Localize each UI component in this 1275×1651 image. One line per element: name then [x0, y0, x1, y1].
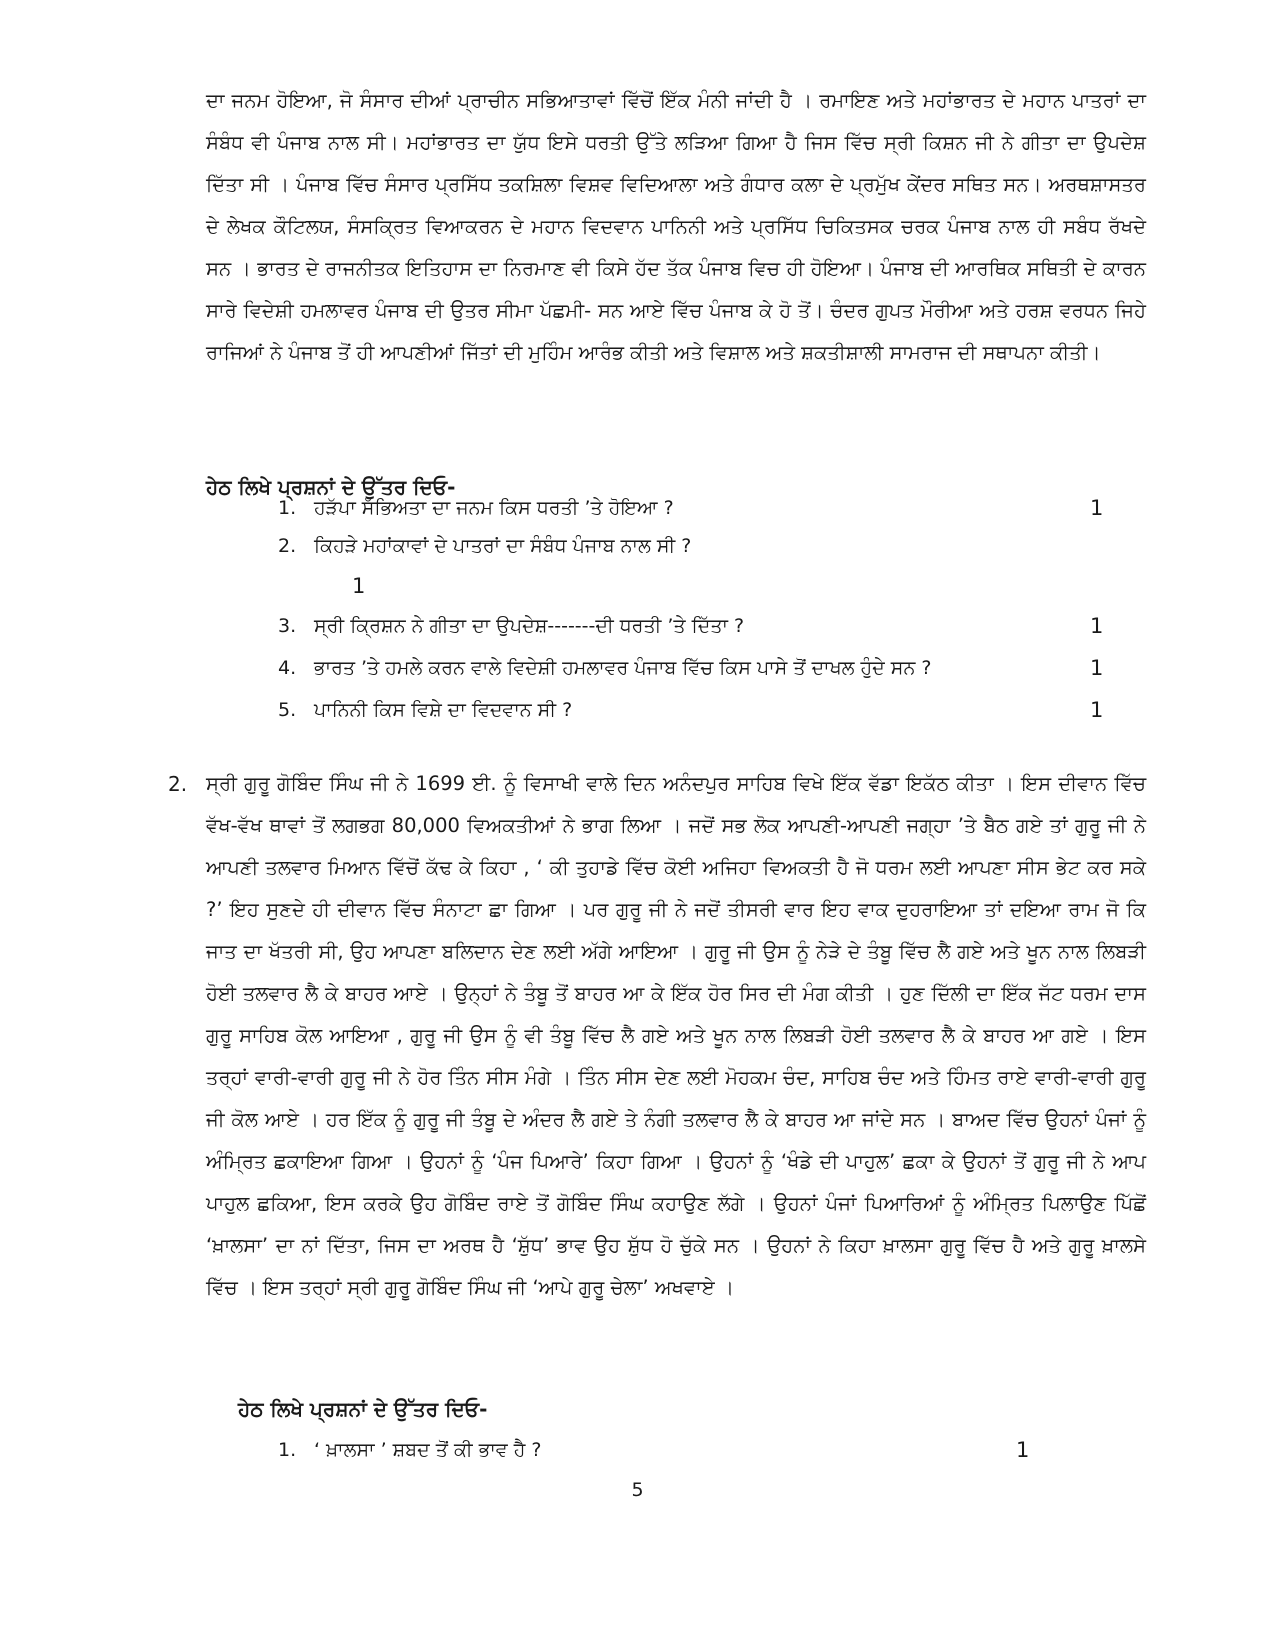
questions-heading-1: ਹੇਠ ਲਿਖੇ ਪ੍ਰਸ਼ਨਾਂ ਦੇ ਉੱਤਰ ਦਿਓ- [206, 475, 456, 499]
question-mark: 1 [1090, 614, 1104, 638]
question-number: 1. [278, 497, 297, 519]
question-text: ਕਿਹੜੇ ਮਹਾਂਕਾਵਾਂ ਦੇ ਪਾਤਰਾਂ ਦਾ ਸੰਬੰਧ ਪੰਜਾਬ ਨਾਲ ਸੀ ? [314, 535, 692, 557]
question-2-1 [278, 1436, 542, 1464]
question-mark: 1 [1016, 1438, 1030, 1462]
question-text: ਹੜੱਪਾ ਸੱਭਿਅਤਾ ਦਾ ਜਨਮ ਕਿਸ ਧਰਤੀ ’ਤੇ ਹੋਇਆ ? [314, 497, 674, 519]
question-mark: 1 [1090, 656, 1104, 680]
question-1-4 [278, 654, 931, 682]
question-number: 1. [278, 1439, 297, 1461]
item-number-2: 2. [168, 772, 188, 796]
question-number: 4. [278, 657, 297, 679]
question-text: ਪਾਨਿਨੀ ਕਿਸ ਵਿਸ਼ੇ ਦਾ ਵਿਦਵਾਨ ਸੀ ? [314, 699, 573, 721]
question-number: 5. [278, 699, 297, 721]
question-1-3 [278, 612, 744, 640]
question-mark: 1 [1090, 496, 1104, 520]
question-number: 2. [278, 535, 297, 557]
passage-2: ਸ੍ਰੀ ਗੁਰੂ ਗੋਬਿੰਦ ਸਿੰਘ ਜੀ ਨੇ 1699 ਈ. ਨੂੰ ਵਿਸਾਖੀ ਵਾਲੇ ਦਿਨ ਅਨੰਦਪੁਰ ਸਾਹਿਬ ਵਿਖੇ ਇੱਕ ਵੱਡਾ ਇਕੱਠ ਕੀਤਾ । ਇਸ ਦੀਵਾਨ ਵਿੱਚ ਵੱਖ-ਵੱਖ ਥਾਵਾਂ ਤੋਂ ਲਗਭਗ 80,000 ਵਿਅਕਤੀਆਂ ਨੇ ਭਾਗ ਲਿਆ । ਜਦੋਂ ਸਭ ਲੋਕ ਆਪਣੀ-ਆਪਣੀ ਜਗ੍ਹਾ ’ਤੇ ਬੈਠ ਗਏ ਤਾਂ ਗੁਰੂ ਜੀ ਨੇ ਆਪਣੀ ਤਲਵਾਰ ਮਿਆਨ ਵਿੱਚੋਂ ਕੱਢ ਕੇ ਕਿਹਾ , ‘ ਕੀ ਤੁਹਾਡੇ ਵਿੱਚ ਕੋਈ ਅਜਿਹਾ ਵਿਅਕਤੀ ਹੈ ਜੋ ਧਰਮ ਲਈ ਆਪਣਾ ਸੀਸ ਭੇਟ ਕਰ ਸਕੇ ?’ ਇਹ ਸੁਣਦੇ ਹੀ ਦੀਵਾਨ ਵਿੱਚ ਸੰਨਾਟਾ ਛਾ ਗਿਆ । ਪਰ ਗੁਰੂ ਜੀ ਨੇ ਜਦੋਂ ਤੀਸਰੀ ਵਾਰ ਇਹ ਵਾਕ ਦੁਹਰਾਇਆ ਤਾਂ ਦਇਆ ਰਾਮ ਜੋ ਕਿ ਜਾਤ ਦਾ ਖੱਤਰੀ ਸੀ, ਉਹ ਆਪਣਾ ਬਲਿਦਾਨ ਦੇਣ ਲਈ ਅੱਗੇ ਆਇਆ । ਗੁਰੂ ਜੀ ਉਸ ਨੂੰ ਨੇੜੇ ਦੇ ਤੰਬੂ ਵਿੱਚ ਲੈ ਗਏ ਅਤੇ ਖੂਨ ਨਾਲ ਲਿਬੜੀ ਹੋਈ ਤਲਵਾਰ ਲੈ ਕੇ ਬਾਹਰ ਆਏ । ਉਨ੍ਹਾਂ ਨੇ ਤੰਬੂ ਤੋਂ ਬਾਹਰ ਆ ਕੇ ਇੱਕ ਹੋਰ ਸਿਰ ਦੀ ਮੰਗ ਕੀਤੀ । ਹੁਣ ਦਿੱਲੀ ਦਾ ਇੱਕ ਜੱਟ ਧਰਮ ਦਾਸ ਗੁਰੂ ਸਾਹਿਬ ਕੋਲ ਆਇਆ , ਗੁਰੂ ਜੀ ਉਸ ਨੂੰ ਵੀ ਤੰਬੂ ਵਿੱਚ ਲੈ ਗਏ ਅਤੇ ਖੂਨ ਨਾਲ ਲਿਬੜੀ ਹੋਈ ਤਲਵਾਰ ਲੈ ਕੇ ਬਾਹਰ ਆ ਗਏ । ਇਸ ਤਰ੍ਹਾਂ ਵਾਰੀ-ਵਾਰੀ ਗੁਰੂ ਜੀ ਨੇ ਹੋਰ ਤਿੰਨ ਸੀਸ ਮੰਗੇ । ਤਿੰਨ ਸੀਸ ਦੇਣ ਲਈ ਮੋਹਕਮ ਚੰਦ, ਸਾਹਿਬ ਚੰਦ ਅਤੇ ਹਿੰਮਤ ਰਾਏ ਵਾਰੀ-ਵਾਰੀ ਗੁਰੂ ਜੀ ਕੋਲ ਆਏ । ਹਰ ਇੱਕ ਨੂੰ ਗੁਰੂ ਜੀ ਤੰਬੂ ਦੇ ਅੰਦਰ ਲੈ ਗਏ ਤੇ ਨੰਗੀ ਤਲਵਾਰ ਲੈ ਕੇ ਬਾਹਰ ਆ ਜਾਂਦੇ ਸਨ । ਬਾਅਦ ਵਿੱਚ ਉਹਨਾਂ ਪੰਜਾਂ ਨੂੰ ਅੰਮ੍ਰਿਤ ਛਕਾਇਆ ਗਿਆ । ਉਹਨਾਂ ਨੂੰ ‘ਪੰਜ ਪਿਆਰੇ’ ਕਿਹਾ ਗਿਆ । ਉਹਨਾਂ ਨੂੰ ‘ਖੰਡੇ ਦੀ ਪਾਹੁਲ’ ਛਕਾ ਕੇ ਉਹਨਾਂ ਤੋਂ ਗੁਰੂ ਜੀ ਨੇ ਆਪ ਪਾਹੁਲ ਛਕਿਆ, ਇਸ ਕਰਕੇ ਉਹ ਗੋਬਿੰਦ ਰਾਏ ਤੋਂ ਗੋਬਿੰਦ ਸਿੰਘ ਕਹਾਉਣ ਲੱਗੇ । ਉਹਨਾਂ ਪੰਜਾਂ ਪਿਆਰਿਆਂ ਨੂੰ ਅੰਮ੍ਰਿਤ ਪਿਲਾਉਣ ਪਿੱਛੋਂ ‘ਖ਼ਾਲਸਾ’ ਦਾ ਨਾਂ ਦਿੱਤਾ, ਜਿਸ ਦਾ ਅਰਥ ਹੈ ‘ਸ਼ੁੱਧ’ ਭਾਵ ਉਹ ਸ਼ੁੱਧ ਹੋ ਚੁੱਕੇ ਸਨ । ਉਹਨਾਂ ਨੇ ਕਿਹਾ ਖ਼ਾਲਸਾ ਗੁਰੂ ਵਿੱਚ ਹੈ ਅਤੇ ਗੁਰੂ ਖ਼ਾਲਸੇ ਵਿੱਚ । ਇਸ ਤਰ੍ਹਾਂ ਸ੍ਰੀ ਗੁਰੂ ਗੋਬਿੰਦ ਸਿੰਘ ਜੀ ‘ਆਪੇ ਗੁਰੂ ਚੇਲਾ’ ਅਖਵਾਏ । [206, 772, 1146, 1299]
question-text: ‘ ਖ਼ਾਲਸਾ ’ ਸ਼ਬਦ ਤੋਂ ਕੀ ਭਾਵ ਹੈ ? [314, 1439, 542, 1461]
question-mark: 1 [352, 574, 366, 598]
question-1-2 [278, 532, 691, 560]
question-1-5 [278, 696, 572, 724]
page-number: 5 [631, 1479, 644, 1501]
question-mark: 1 [1090, 698, 1104, 722]
questions-heading-2: ਹੇਠ ਲਿਖੇ ਪ੍ਰਸ਼ਨਾਂ ਦੇ ਉੱਤਰ ਦਿਓ- [238, 1397, 488, 1421]
question-number: 3. [278, 615, 297, 637]
passage-1: ਦਾ ਜਨਮ ਹੋਇਆ, ਜੋ ਸੰਸਾਰ ਦੀਆਂ ਪ੍ਰਾਚੀਨ ਸਭਿਆਤਾਵਾਂ ਵਿੱਚੋਂ ਇੱਕ ਮੰਨੀ ਜਾਂਦੀ ਹੈ । ਰਮਾਇਣ ਅਤੇ ਮਹਾਂਭਾਰਤ ਦੇ ਮਹਾਨ ਪਾਤਰਾਂ ਦਾ ਸੰਬੰਧ ਵੀ ਪੰਜਾਬ ਨਾਲ ਸੀ। ਮਹਾਂਭਾਰਤ ਦਾ ਯੁੱਧ ਇਸੇ ਧਰਤੀ ਉੱਤੇ ਲੜਿਆ ਗਿਆ ਹੈ ਜਿਸ ਵਿੱਚ ਸ੍ਰੀ ਕਿਸ਼ਨ ਜੀ ਨੇ ਗੀਤਾ ਦਾ ਉਪਦੇਸ਼ ਦਿੱਤਾ ਸੀ । ਪੰਜਾਬ ਵਿੱਚ ਸੰਸਾਰ ਪ੍ਰਸਿੱਧ ਤਕਸ਼ਿਲਾ ਵਿਸ਼ਵ ਵਿਦਿਆਲਾ ਅਤੇ ਗੰਧਾਰ ਕਲਾ ਦੇ ਪ੍ਰਮੁੱਖ ਕੇਂਦਰ ਸਥਿਤ ਸਨ। ਅਰਥਸ਼ਾਸਤਰ ਦੇ ਲੇਖਕ ਕੌਟਿਲਯ, ਸੰਸਕ੍ਰਿਤ ਵਿਆਕਰਨ ਦੇ ਮਹਾਨ ਵਿਦਵਾਨ ਪਾਨਿਨੀ ਅਤੇ ਪ੍ਰਸਿੱਧ ਚਿਕਿਤਸਕ ਚਰਕ ਪੰਜਾਬ ਨਾਲ ਹੀ ਸਬੰਧ ਰੱਖਦੇ ਸਨ । ਭਾਰਤ ਦੇ ਰਾਜਨੀਤਕ ਇਤਿਹਾਸ ਦਾ ਨਿਰਮਾਣ ਵੀ ਕਿਸੇ ਹੱਦ ਤੱਕ ਪੰਜਾਬ ਵਿਚ ਹੀ ਹੋਇਆ। ਪੰਜਾਬ ਦੀ ਆਰਥਿਕ ਸਥਿਤੀ ਦੇ ਕਾਰਨ ਸਾਰੇ ਵਿਦੇਸ਼ੀ ਹਮਲਾਵਰ ਪੰਜਾਬ ਦੀ ਉਤਰ ਸੀਮਾ ਪੱਛਮੀ- ਸਨ ਆਏ ਵਿੱਚ ਪੰਜਾਬ ਕੇ ਹੋ ਤੋਂ। ਚੰਦਰ ਗੁਪਤ ਮੌਰੀਆ ਅਤੇ ਹਰਸ਼ ਵਰਧਨ ਜਿਹੇ ਰਾਜਿਆਂ ਨੇ ਪੰਜਾਬ ਤੋਂ ਹੀ ਆਪਣੀਆਂ ਜਿੱਤਾਂ ਦੀ ਮੁਹਿੰਮ ਆਰੰਭ ਕੀਤੀ ਅਤੇ ਵਿਸ਼ਾਲ ਅਤੇ ਸ਼ਕਤੀਸ਼ਾਲੀ ਸਾਮਰਾਜ ਦੀ ਸਥਾਪਨਾ ਕੀਤੀ। [206, 89, 1146, 364]
question-text: ਭਾਰਤ ’ਤੇ ਹਮਲੇ ਕਰਨ ਵਾਲੇ ਵਿਦੇਸ਼ੀ ਹਮਲਾਵਰ ਪੰਜਾਬ ਵਿੱਚ ਕਿਸ ਪਾਸੇ ਤੋਂ ਦਾਖਲ ਹੁੰਦੇ ਸਨ ? [314, 657, 932, 679]
question-text: ਸ੍ਰੀ ਕ੍ਰਿਸ਼ਨ ਨੇ ਗੀਤਾ ਦਾ ਉਪਦੇਸ਼-------ਦੀ ਧਰਤੀ ’ਤੇ ਦਿੱਤਾ ? [314, 615, 745, 637]
question-1-1 [278, 494, 674, 522]
